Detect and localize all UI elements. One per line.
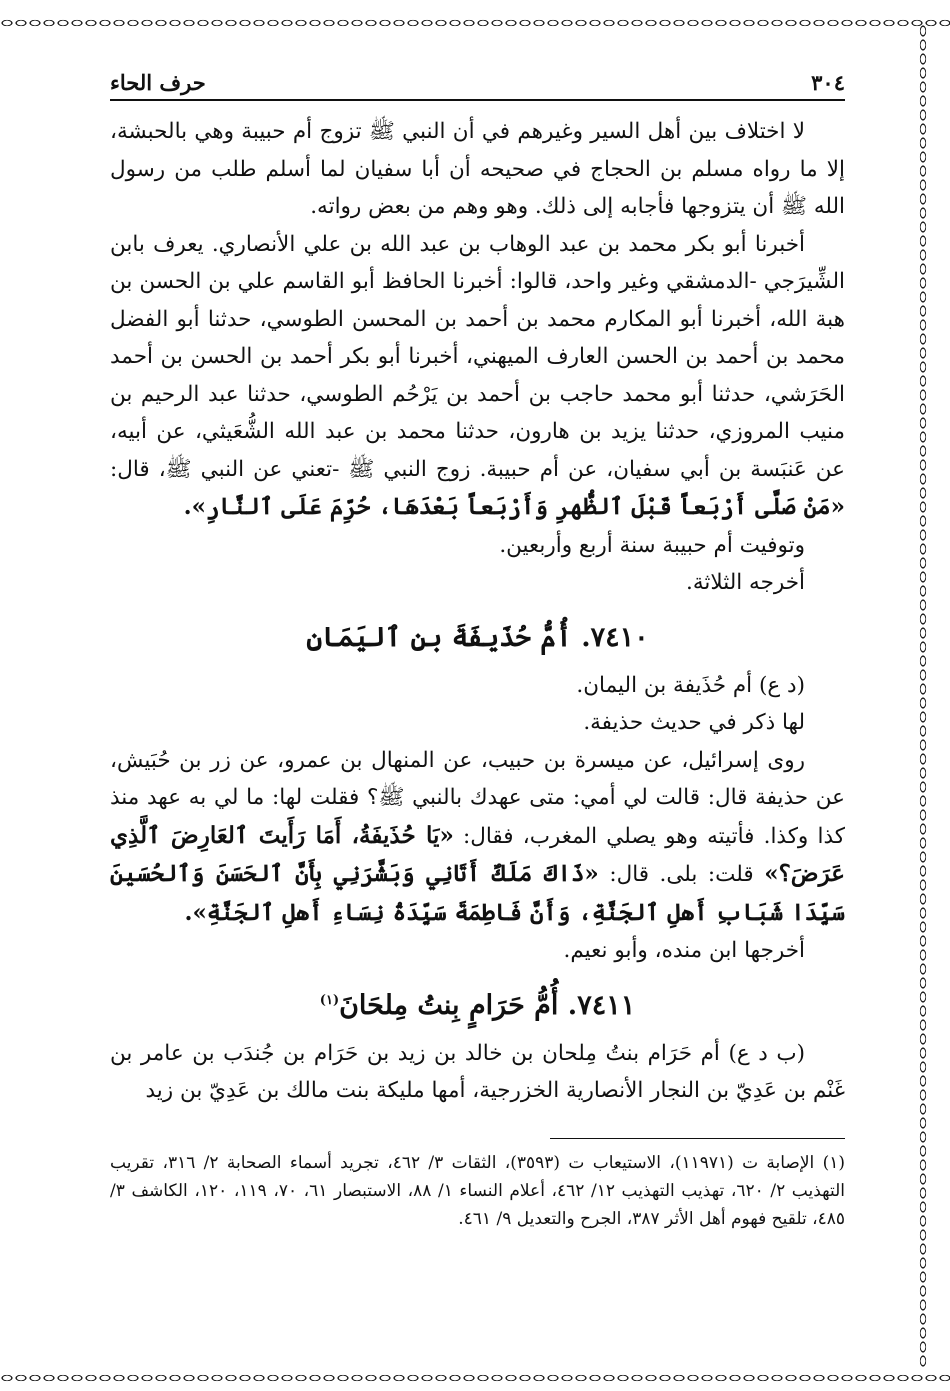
entry-7410-line: لها ذكر في حديث حذيفة. xyxy=(583,710,805,735)
page-header xyxy=(110,70,845,101)
entry-7410-line: (د ع) أم حُذَيفة بن اليمان. xyxy=(576,672,805,698)
entry-title-text: ٧٤١١. أُمُّ حَرَامٍ بِنتُ مِلحَانَ xyxy=(339,989,636,1021)
narration-start: روى إسرائيل، عن ميسرة بن حبيب، عن المنهال بن عمرو، عن زر بن حُبَيش، عن حذيفة قال: قالت لي أمي: متى عهدك بالنبي ﷺ؟ فقلت لها: ما لي به عهد منذ كذا وكذا. فأتيته وهو يصلي المغرب، فقال: xyxy=(110,747,845,849)
footnote: (١) الإصابة ت (١١٩٧١)، الاستيعاب ت (٣٥٩٣)، الثقات ٣/ ٤٦٢، تجريد أسماء الصحابة ٢/ ٣١٦، تقريب التهذيب ٢/ ٦٢٠، تهذيب التهذيب ١٢/ ٤٦٢، أعلام النساء ١/ ٨٨، الاستبصار ٦١، ٧٠، ١١٩، ١٢٠، الكاشف ٣/ ٤٨٥، تلقيح فهوم أهل الأثر ٣٨٧، الجرح والتعديل ٩/ ٤٦١. xyxy=(110,1152,846,1229)
page-number: ٣٠٤ xyxy=(811,70,845,95)
page-body xyxy=(110,70,845,1233)
entry-7410-narration xyxy=(110,742,845,933)
decorative-border-right xyxy=(910,24,936,1369)
chapter-title: حرف الحاء xyxy=(110,70,206,95)
takhrij-note: أخرجه الثلاثة. xyxy=(686,570,805,595)
decorative-border-bottom xyxy=(0,1365,950,1391)
isnad-text: أخبرنا أبو بكر محمد بن عبد الوهاب بن عبد الله بن علي الأنصاري. يعرف بابن الشِّيرَجي -الدمشقي وغير واحد، قالوا: أخبرنا الحافظ أبو القاسم علي بن الحسن بن هبة الله، أخبرنا أبو المكارم محمد بن أحمد بن المحسن الطوسي، حدثنا أبو الفضل محمد بن أحمد بن الحسن العارف الميهني، أخبرنا أبو بكر أحمد بن الحسن بن أحمد الحَرَشي، حدثنا أبو محمد حاجب بن أحمد بن يَرْحُم الطوسي، حدثنا عبد الرحيم بن منيب المروزي، حدثنا يزيد بن هارون، حدثنا محمد بن عبد الله الشُّعَيثي، عن أبيه، عن عَنبَسة بن أبي سفيان، عن أم حبيبة. زوج النبي ﷺ -تعني عن النبي ﷺ، قال: xyxy=(110,231,845,482)
entry-title-7410: ٧٤١٠. أُمُّ حُذَيفَةَ بنِ ٱليَمَانِ xyxy=(306,621,649,653)
footnote-divider xyxy=(550,1138,845,1139)
narration-mid: قلت: بلى. قال: xyxy=(609,862,754,887)
entry-title-7411 xyxy=(110,990,845,1021)
paragraph-intro: لا اختلاف بين أهل السير وغيرهم في أن النبي ﷺ تزوج أم حبيبة وهي بالحبشة، إلا ما رواه مسلم بن الحجاج في صحيحه أن أبا سفيان لما أسلم طلب من رسول الله ﷺ أن يتزوجها فأجابه إلى ذلك. وهو وهم من بعض رواته. xyxy=(110,119,845,219)
entry-7411-text: (ب د ع) أم حَرَام بنتُ مِلحان بن خالد بن زيد بن حَرَام بن جُندَب بن عامر بن غَنْم بن عَدِيّ بن النجار الأنصارية الخزرجية، أمها مليكة بنت مالك بن عَدِيّ بن زيد xyxy=(110,1040,845,1103)
hadith-quote: «مَنْ صَلَّى أَرْبَعاً قَبْلَ ٱلظُّهرِ وَأَرْبَعاً بَعْدَهَا، حُرِّمَ عَلَى ٱلنَّارِ». xyxy=(183,493,845,520)
decorative-border-top xyxy=(0,10,950,36)
footnote-marker: (١) xyxy=(319,992,340,1008)
entry-7410-closing: أخرجها ابن منده، وأبو نعيم. xyxy=(563,938,805,963)
hadith-quote: «يَا حُذَيفَةُ، أَمَا رَأَيتَ ٱلعَارِضَ ٱلَّذِي عَرَضَ؟» xyxy=(110,821,845,887)
hadith-quote: «ذَاكَ مَلَكٌ أَتَانِي وَبَشَّرَنِي بِأَنَّ ٱلحَسَنَ وَٱلحُسَينَ سَيِّدَا شَبَابِ أَهلِ ٱلجَنَّةِ، وَأَنَّ فَاطِمَةَ سَيِّدَةُ نِسَاءِ أَهلِ ٱلجَنَّةِ». xyxy=(110,860,845,926)
death-note: وتوفيت أم حبيبة سنة أربع وأربعين. xyxy=(499,532,805,558)
paragraph-isnad xyxy=(110,226,845,527)
